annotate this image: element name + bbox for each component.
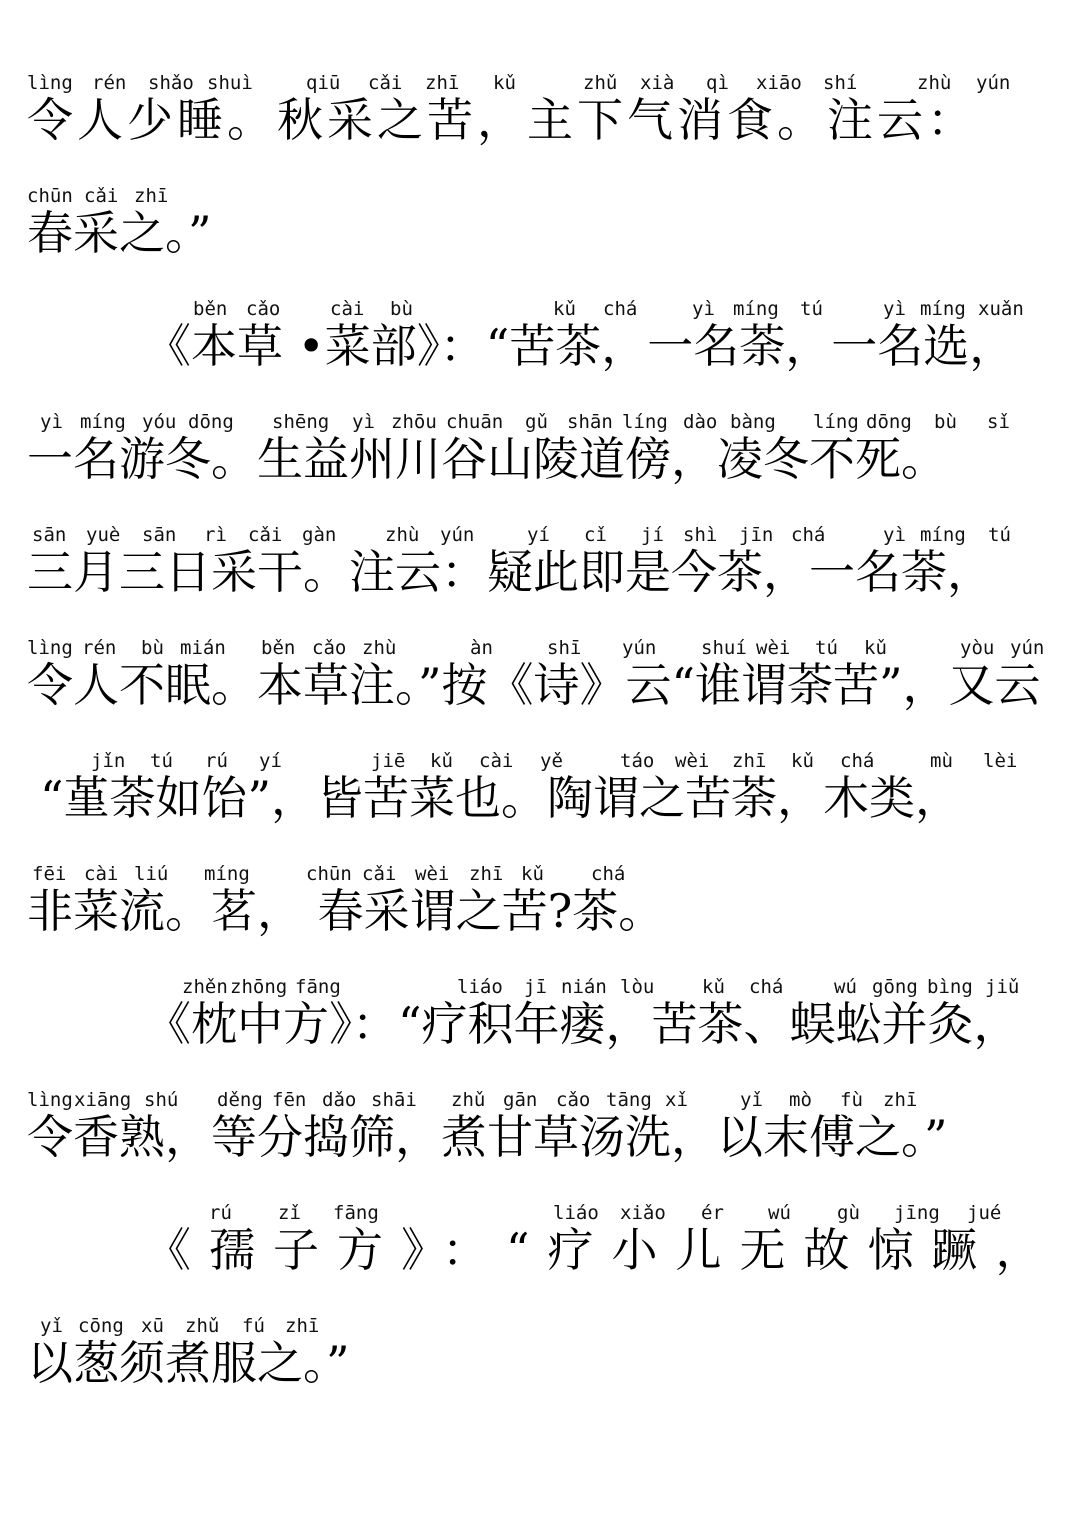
pinyin-syllable: mù	[930, 750, 953, 772]
pinyin-syllable: líng	[813, 411, 859, 433]
pinyin-syllable: qì	[706, 72, 729, 94]
text-line	[0, 974, 1080, 1084]
pinyin-syllable: tú	[800, 298, 823, 320]
pinyin-syllable: shú	[144, 1089, 179, 1111]
pinyin-syllable: yě	[540, 750, 563, 772]
pinyin-syllable: sān	[32, 524, 67, 546]
pinyin-syllable: qiū	[306, 72, 341, 94]
pinyin-syllable: cōng	[78, 1315, 124, 1337]
hanzi-line: 非菜流。茗， 春采谓之苦?茶。	[27, 884, 665, 938]
pinyin-syllable: gàn	[302, 524, 337, 546]
pinyin-syllable: jiǔ	[985, 976, 1020, 998]
hanzi-line: “堇荼如饴”，皆苦菜也。陶谓之苦荼，木类，	[40, 771, 962, 825]
pinyin-syllable: chuān	[446, 411, 504, 433]
hanzi-line: 春采之。”	[27, 206, 212, 260]
pinyin-syllable: chūn	[306, 863, 352, 885]
pinyin-syllable: yì	[40, 411, 63, 433]
pinyin-syllable: liú	[134, 863, 169, 885]
pinyin-syllable: sān	[142, 524, 177, 546]
pinyin-syllable: gù	[837, 1202, 860, 1224]
pinyin-syllable: xū	[141, 1315, 164, 1337]
hanzi-line: 令香熟，等分捣筛，煮甘草汤洗，以末傅之。”	[27, 1110, 948, 1164]
pinyin-syllable: kǔ	[493, 72, 516, 94]
pinyin-syllable: rén	[92, 72, 127, 94]
pinyin-syllable: jīng	[894, 1202, 940, 1224]
text-line	[0, 183, 1080, 293]
pinyin-syllable: tāng	[606, 1089, 652, 1111]
pinyin-syllable: mò	[789, 1089, 812, 1111]
pinyin-syllable: bìng	[927, 976, 973, 998]
pinyin-syllable: míng	[733, 298, 779, 320]
hanzi-line: 《孺子方》：“疗小儿无故惊蹶，	[145, 1223, 1060, 1277]
hanzi-line: 《枕中方》：“疗积年瘘，苦茶、蜈蚣并灸，	[145, 997, 1020, 1051]
hanzi-line: 令人不眠。本草注。”按《诗》云“谁谓荼苦”，又云	[27, 658, 1041, 712]
pinyin-syllable: zhī	[285, 1315, 320, 1337]
pinyin-syllable: gān	[503, 1089, 538, 1111]
pinyin-syllable: cǐ	[584, 524, 607, 546]
pinyin-syllable: lèi	[983, 750, 1018, 772]
pinyin-syllable: xià	[640, 72, 675, 94]
pinyin-syllable: dào	[683, 411, 718, 433]
pinyin-syllable: gǔ	[525, 411, 548, 433]
pinyin-syllable: cǎo	[556, 1089, 591, 1111]
pinyin-syllable: zhī	[883, 1089, 918, 1111]
pinyin-syllable: shì	[683, 524, 718, 546]
pinyin-syllable: cǎi	[362, 863, 397, 885]
pinyin-syllable: wèi	[675, 750, 710, 772]
pinyin-syllable: cǎo	[312, 637, 347, 659]
pinyin-syllable: bù	[141, 637, 164, 659]
pinyin-syllable: yòu	[960, 637, 995, 659]
pinyin-syllable: zhǔ	[583, 72, 618, 94]
pinyin-syllable: míng	[204, 863, 250, 885]
pinyin-syllable: zhǔ	[185, 1315, 220, 1337]
pinyin-syllable: shuì	[207, 72, 253, 94]
pinyin-syllable: lìng	[27, 1089, 73, 1111]
pinyin-syllable: děng	[217, 1089, 263, 1111]
pinyin-syllable: wú	[834, 976, 857, 998]
pinyin-syllable: gōng	[872, 976, 918, 998]
pinyin-syllable: tú	[150, 750, 173, 772]
pinyin-syllable: chá	[603, 298, 638, 320]
pinyin-syllable: zhǔ	[451, 1089, 486, 1111]
text-line	[0, 409, 1080, 519]
pinyin-syllable: míng	[920, 298, 966, 320]
pinyin-syllable: lìng	[27, 637, 73, 659]
pinyin-syllable: fāng	[333, 1202, 379, 1224]
pinyin-syllable: yì	[883, 524, 906, 546]
pinyin-syllable: shān	[567, 411, 613, 433]
pinyin-syllable: rú	[205, 750, 228, 772]
text-line	[0, 1087, 1080, 1197]
pinyin-syllable: yǐ	[740, 1089, 763, 1111]
pinyin-syllable: xǐ	[665, 1089, 688, 1111]
pinyin-syllable: bù	[934, 411, 957, 433]
pinyin-syllable: chūn	[27, 185, 73, 207]
pinyin-syllable: kǔ	[430, 750, 453, 772]
pinyin-syllable: cài	[479, 750, 514, 772]
text-line	[0, 296, 1080, 406]
pinyin-syllable: zhù	[362, 637, 397, 659]
pinyin-syllable: zhěn	[182, 976, 228, 998]
pinyin-syllable: xiǎo	[620, 1202, 666, 1224]
pinyin-syllable: yì	[692, 298, 715, 320]
pinyin-syllable: míng	[920, 524, 966, 546]
pinyin-syllable: zhī	[134, 185, 169, 207]
pinyin-syllable: yí	[527, 524, 550, 546]
hanzi-line: 一名游冬。生益州川谷山陵道傍，凌冬不死。	[27, 432, 947, 486]
pinyin-syllable: yún	[622, 637, 657, 659]
pinyin-syllable: cǎi	[248, 524, 283, 546]
pinyin-syllable: shuí	[701, 637, 747, 659]
pinyin-syllable: bàng	[730, 411, 776, 433]
pinyin-syllable: cài	[330, 298, 365, 320]
pinyin-syllable: mián	[180, 637, 226, 659]
pinyin-syllable: lìng	[27, 72, 73, 94]
pinyin-syllable: kǔ	[521, 863, 544, 885]
pinyin-syllable: zhù	[917, 72, 952, 94]
text-line	[0, 748, 1080, 858]
text-line	[0, 861, 1080, 971]
pinyin-syllable: fù	[840, 1089, 863, 1111]
pinyin-syllable: cǎi	[368, 72, 403, 94]
pinyin-syllable: yuè	[86, 524, 121, 546]
pinyin-syllable: běn	[261, 637, 296, 659]
pinyin-syllable: zhōu	[391, 411, 437, 433]
pinyin-syllable: xuǎn	[978, 298, 1024, 320]
pinyin-syllable: jiē	[371, 750, 406, 772]
text-line	[0, 1200, 1080, 1310]
pinyin-syllable: shāi	[371, 1089, 417, 1111]
pinyin-syllable: yǐ	[40, 1315, 63, 1337]
pinyin-syllable: zhōng	[230, 976, 288, 998]
pinyin-syllable: rú	[209, 1202, 232, 1224]
pinyin-syllable: lòu	[620, 976, 655, 998]
pinyin-syllable: cǎi	[84, 185, 119, 207]
pinyin-syllable: àn	[470, 637, 493, 659]
pinyin-syllable: kǔ	[702, 976, 725, 998]
pinyin-syllable: fēi	[32, 863, 67, 885]
pinyin-syllable: jué	[967, 1202, 1002, 1224]
pinyin-syllable: tú	[988, 524, 1011, 546]
pinyin-syllable: chá	[591, 863, 626, 885]
pinyin-syllable: sǐ	[987, 411, 1010, 433]
pinyin-syllable: kǔ	[864, 637, 887, 659]
pinyin-syllable: táo	[620, 750, 655, 772]
pinyin-syllable: xiāo	[756, 72, 802, 94]
pinyin-syllable: xiāng	[74, 1089, 132, 1111]
hanzi-line: 《本草 •菜部》：“苦茶，一名荼，一名选，	[145, 319, 1016, 373]
pinyin-syllable: yì	[883, 298, 906, 320]
pinyin-syllable: tú	[815, 637, 838, 659]
hanzi-line: 以葱须煮服之。”	[27, 1336, 350, 1390]
pinyin-syllable: jǐn	[91, 750, 126, 772]
pinyin-syllable: chá	[840, 750, 875, 772]
hanzi-line: 令人少睡。秋采之苦，主下气消食。注云：	[27, 93, 977, 147]
pinyin-syllable: dōng	[866, 411, 912, 433]
pinyin-syllable: kǔ	[553, 298, 576, 320]
pinyin-syllable: chá	[791, 524, 826, 546]
pinyin-syllable: yún	[1010, 637, 1045, 659]
pinyin-syllable: dōng	[188, 411, 234, 433]
pinyin-syllable: yì	[352, 411, 375, 433]
pinyin-syllable: kǔ	[791, 750, 814, 772]
hanzi-line: 三月三日采干。注云：疑此即是今茶，一名荼，	[27, 545, 993, 599]
pinyin-syllable: shǎo	[148, 72, 194, 94]
pinyin-syllable: shī	[547, 637, 582, 659]
pinyin-syllable: běn	[193, 298, 228, 320]
pinyin-syllable: jī	[524, 976, 547, 998]
pinyin-syllable: shēng	[272, 411, 330, 433]
text-line	[0, 635, 1080, 745]
pinyin-syllable: jīn	[739, 524, 774, 546]
pinyin-syllable: yí	[259, 750, 282, 772]
pinyin-syllable: liáo	[553, 1202, 599, 1224]
pinyin-syllable: ér	[701, 1202, 724, 1224]
pinyin-syllable: shí	[823, 72, 858, 94]
pinyin-syllable: líng	[622, 411, 668, 433]
pinyin-syllable: wèi	[756, 637, 791, 659]
text-line	[0, 1313, 1080, 1423]
text-line	[0, 70, 1080, 180]
pinyin-syllable: wèi	[415, 863, 450, 885]
pinyin-syllable: zhī	[425, 72, 460, 94]
pinyin-syllable: cài	[84, 863, 119, 885]
pinyin-syllable: rén	[82, 637, 117, 659]
pinyin-syllable: dǎo	[322, 1089, 357, 1111]
pinyin-syllable: míng	[80, 411, 126, 433]
pinyin-syllable: cǎo	[246, 298, 281, 320]
pinyin-syllable: bù	[390, 298, 413, 320]
pinyin-syllable: wú	[768, 1202, 791, 1224]
pinyin-syllable: zhī	[469, 863, 504, 885]
pinyin-syllable: fēn	[272, 1089, 307, 1111]
pinyin-syllable: yóu	[142, 411, 177, 433]
pinyin-syllable: nián	[561, 976, 607, 998]
pinyin-syllable: fāng	[295, 976, 341, 998]
pinyin-syllable: yún	[976, 72, 1011, 94]
pinyin-syllable: yún	[440, 524, 475, 546]
pinyin-syllable: zhù	[385, 524, 420, 546]
pinyin-syllable: fú	[242, 1315, 265, 1337]
pinyin-syllable: zǐ	[278, 1202, 301, 1224]
pinyin-syllable: zhī	[732, 750, 767, 772]
pinyin-syllable: liáo	[457, 976, 503, 998]
pinyin-syllable: rì	[204, 524, 227, 546]
text-line	[0, 522, 1080, 632]
pinyin-syllable: chá	[749, 976, 784, 998]
pinyin-syllable: jí	[641, 524, 664, 546]
